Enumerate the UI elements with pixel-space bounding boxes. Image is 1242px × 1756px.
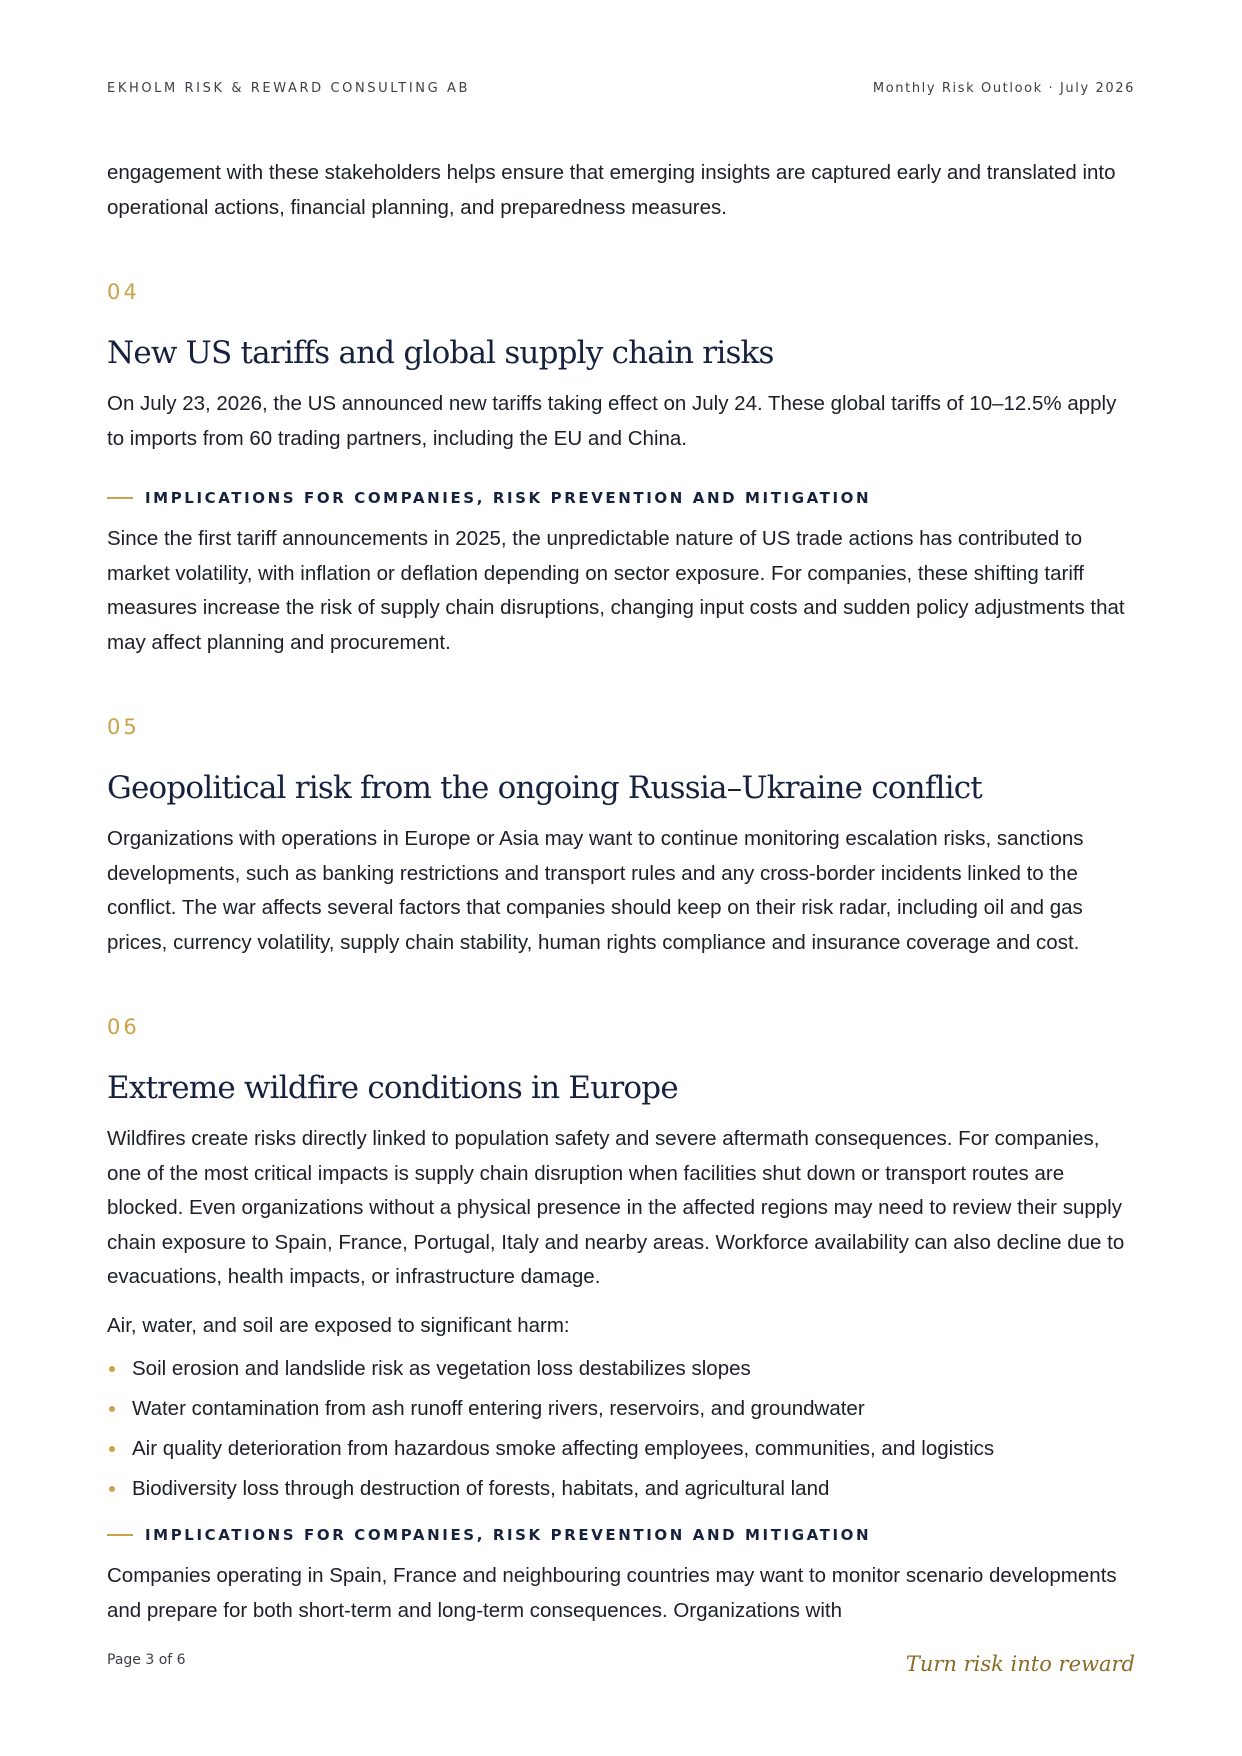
implications-label: IMPLICATIONS FOR COMPANIES, RISK PREVENTION AND MITIGATION [145,1526,872,1544]
page-content [107,156,1137,1628]
section-title: Geopolitical risk from the ongoing Russia–Ukraine conflict [107,770,982,806]
intro-paragraph: engagement with these stakeholders helps ensure that emerging insights are captured early and translated into operational actions, financial planning, and preparedness measures. [107,161,1116,219]
implications-heading [107,1525,1137,1545]
section-body: On July 23, 2026, the US announced new tariffs taking effect on July 24. These global tariffs of 10–12.5% apply to imports from 60 trading partners, including the EU and China. [107,392,1117,450]
section-number: 04 [107,280,140,304]
impact-list [107,1357,1137,1501]
list-item-text: Biodiversity loss through destruction of forests, habitats, and agricultural land [132,1477,830,1500]
bullet-icon [109,1406,115,1412]
implications-paragraph: Companies operating in Spain, France and neighbouring countries may want to monitor scenario developments and prepare for both short-term and long-term consequences. Organizations with [107,1564,1117,1622]
company-name: EKHOLM RISK & REWARD CONSULTING AB [107,80,471,96]
implications-paragraph: Since the first tariff announcements in 2025, the unpredictable nature of US trade actions has contributed to market volatility, with inflation or deflation depending on sector exposure. For companies, these shifting tariff measures increase the risk of supply chain disruptions, changing input costs and sudden policy adjustments that may affect planning and procurement. [107,527,1125,654]
section-05 [107,714,1137,960]
section-number: 05 [107,715,140,739]
page-number: Page 3 of 6 [107,1652,186,1668]
list-item-text: Soil erosion and landslide risk as vegetation loss destabilizes slopes [132,1357,751,1380]
list-item [107,1437,1137,1461]
section-06 [107,1014,1137,1628]
bullet-icon [109,1366,115,1372]
accent-dash [107,497,133,499]
section-title: New US tariffs and global supply chain risks [107,335,774,371]
section-title: Extreme wildfire conditions in Europe [107,1070,678,1106]
list-item-text: Air quality deterioration from hazardous smoke affecting employees, communities, and logistics [132,1437,995,1460]
list-item [107,1477,1137,1501]
bullet-icon [109,1446,115,1452]
bullet-icon [109,1486,115,1492]
implications-heading [107,488,1137,508]
list-item [107,1357,1137,1381]
implications-label: IMPLICATIONS FOR COMPANIES, RISK PREVENTION AND MITIGATION [145,489,872,507]
section-body: Wildfires create risks directly linked to population safety and severe aftermath consequences. For companies, one of the most critical impacts is supply chain disruption when facilities shut down or transport routes are blocked. Even organizations without a physical presence in the affected regions may need to review their supply chain exposure to Spain, France, Portugal, Italy and nearby areas. Workforce availability can also decline due to evacuations, health impacts, or infrastructure damage. [107,1127,1125,1288]
section-04 [107,279,1137,660]
section-lead: Air, water, and soil are exposed to significant harm: [107,1313,570,1337]
page-footer [107,1652,1135,1678]
list-item-text: Water contamination from ash runoff entering rivers, reservoirs, and groundwater [132,1397,865,1420]
page-header [107,78,1135,98]
issue-label: Monthly Risk Outlook · July 2026 [872,80,1135,96]
list-item [107,1397,1137,1421]
section-number: 06 [107,1015,140,1039]
accent-dash [107,1534,133,1536]
section-body: Organizations with operations in Europe or Asia may want to continue monitoring escalation risks, sanctions developments, such as banking restrictions and transport rules and any cross-border incidents linked to the conflict. The war affects several factors that companies should keep on their risk radar, including oil and gas prices, currency volatility, supply chain stability, human rights compliance and insurance coverage and cost. [107,827,1084,954]
tagline: Turn risk into reward [905,1652,1135,1676]
